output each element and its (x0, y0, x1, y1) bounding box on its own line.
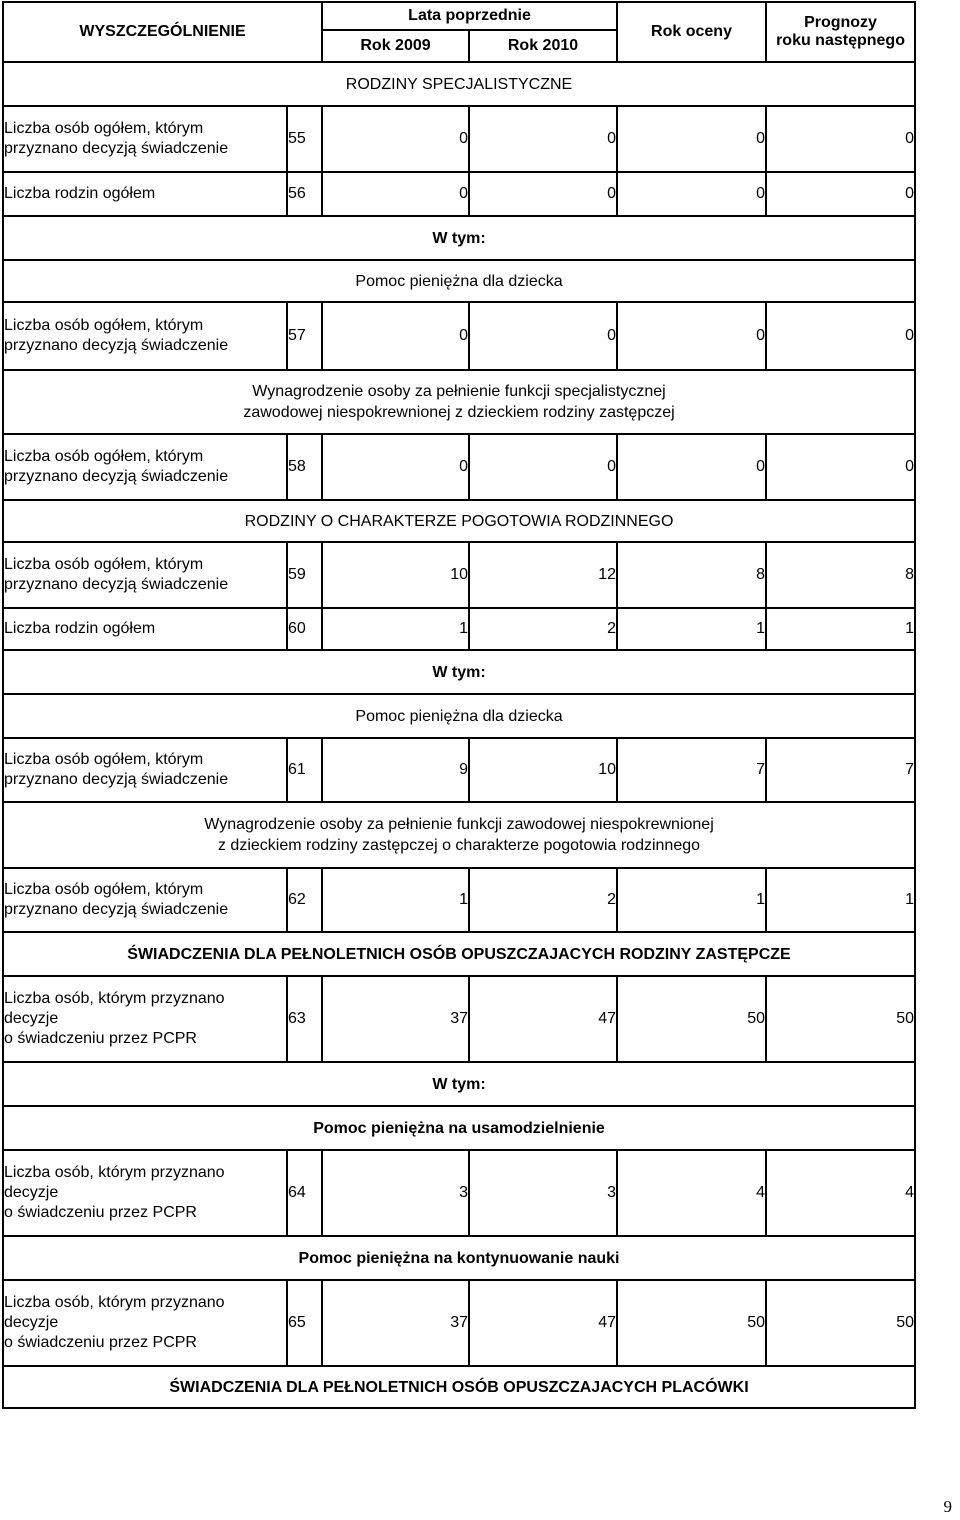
section-title: ŚWIADCZENIA DLA PEŁNOLETNICH OSÓB OPUSZCZAJACYCH PLACÓWKI (3, 1366, 915, 1408)
value-2009: 1 (322, 868, 469, 932)
header-year-2010: Rok 2010 (469, 30, 617, 62)
table-row (3, 976, 915, 1062)
value-2010: 2 (469, 868, 617, 932)
value-forecast: 4 (766, 1150, 915, 1236)
row-number: 65 (287, 1280, 322, 1366)
value-forecast: 0 (766, 302, 915, 370)
w-tym-label: W tym: (3, 1062, 915, 1106)
value-2010: 12 (469, 542, 617, 608)
w-tym-label: W tym: (3, 650, 915, 694)
value-forecast: 50 (766, 976, 915, 1062)
row-description: Liczba osób ogółem, którym przyznano decyzją świadczenie (3, 542, 287, 608)
section-title: ŚWIADCZENIA DLA PEŁNOLETNICH OSÓB OPUSZCZAJACYCH RODZINY ZASTĘPCZE (3, 932, 915, 976)
header-forecast (766, 2, 915, 62)
value-forecast: 0 (766, 106, 915, 172)
row-description: Liczba osób, którym przyznano decyzje o świadczeniu przez PCPR (3, 1280, 287, 1366)
row-description: Liczba osób, którym przyznano decyzje o świadczeniu przez PCPR (3, 976, 287, 1062)
subsection-title: Pomoc pieniężna na usamodzielnienie (3, 1106, 915, 1150)
value-forecast: 8 (766, 542, 915, 608)
header-year-2009: Rok 2009 (322, 30, 469, 62)
value-2010: 0 (469, 434, 617, 500)
value-2010: 47 (469, 976, 617, 1062)
section-title: RODZINY SPECJALISTYCZNE (3, 62, 915, 106)
value-2009: 1 (322, 608, 469, 650)
header-forecast-line1: Prognozy (804, 14, 877, 31)
header-evaluation-year: Rok oceny (617, 2, 766, 62)
value-2009: 0 (322, 106, 469, 172)
row-description: Liczba rodzin ogółem (3, 172, 287, 216)
row-description: Liczba osób ogółem, którym przyznano decyzją świadczenie (3, 738, 287, 802)
row-number: 59 (287, 542, 322, 608)
table-row (3, 302, 915, 370)
value-forecast: 7 (766, 738, 915, 802)
table-row (3, 1280, 915, 1366)
value-evaluation: 7 (617, 738, 766, 802)
value-2009: 9 (322, 738, 469, 802)
row-number: 57 (287, 302, 322, 370)
header-description: WYSZCZEGÓLNIENIE (3, 2, 322, 62)
row-description: Liczba osób ogółem, którym przyznano decyzją świadczenie (3, 106, 287, 172)
row-number: 56 (287, 172, 322, 216)
subsection-title: Pomoc pieniężna na kontynuowanie nauki (3, 1236, 915, 1280)
value-evaluation: 0 (617, 106, 766, 172)
section-title: RODZINY O CHARAKTERZE POGOTOWIA RODZINNEGO (3, 500, 915, 542)
value-forecast: 50 (766, 1280, 915, 1366)
header-forecast-line2: roku następnego (776, 32, 905, 49)
table-row (3, 106, 915, 172)
row-description: Liczba osób ogółem, którym przyznano decyzją świadczenie (3, 434, 287, 500)
value-2009: 0 (322, 302, 469, 370)
row-number: 55 (287, 106, 322, 172)
row-description: Liczba osób ogółem, którym przyznano decyzją świadczenie (3, 868, 287, 932)
value-2010: 3 (469, 1150, 617, 1236)
row-number: 61 (287, 738, 322, 802)
row-description: Liczba rodzin ogółem (3, 608, 287, 650)
value-forecast: 0 (766, 434, 915, 500)
value-2009: 0 (322, 434, 469, 500)
data-table (2, 1, 916, 1409)
value-2010: 2 (469, 608, 617, 650)
row-description: Liczba osób, którym przyznano decyzje o świadczeniu przez PCPR (3, 1150, 287, 1236)
row-description: Liczba osób ogółem, którym przyznano decyzją świadczenie (3, 302, 287, 370)
table-row (3, 542, 915, 608)
value-2010: 47 (469, 1280, 617, 1366)
value-forecast: 0 (766, 172, 915, 216)
value-2010: 0 (469, 106, 617, 172)
table-row (3, 608, 915, 650)
table-row (3, 434, 915, 500)
subsection-title: Wynagrodzenie osoby za pełnienie funkcji zawodowej niespokrewnionej z dzieckiem rodziny zastępczej o charakterze pogotowia rodzinnego (3, 802, 915, 868)
value-evaluation: 0 (617, 434, 766, 500)
value-2010: 0 (469, 302, 617, 370)
value-2009: 37 (322, 1280, 469, 1366)
value-evaluation: 50 (617, 976, 766, 1062)
row-number: 58 (287, 434, 322, 500)
value-evaluation: 0 (617, 172, 766, 216)
subsection-title: Wynagrodzenie osoby za pełnienie funkcji specjalistycznej zawodowej niespokrewnionej z dzieckiem rodziny zastępczej (3, 370, 915, 434)
table-row (3, 172, 915, 216)
table-row (3, 738, 915, 802)
row-number: 64 (287, 1150, 322, 1236)
row-number: 60 (287, 608, 322, 650)
table-row (3, 868, 915, 932)
header-previous-years: Lata poprzednie (322, 2, 617, 30)
value-2010: 10 (469, 738, 617, 802)
value-evaluation: 0 (617, 302, 766, 370)
value-2010: 0 (469, 172, 617, 216)
subsection-title: Pomoc pieniężna dla dziecka (3, 694, 915, 738)
subsection-title: Pomoc pieniężna dla dziecka (3, 260, 915, 302)
row-number: 63 (287, 976, 322, 1062)
row-number: 62 (287, 868, 322, 932)
value-evaluation: 4 (617, 1150, 766, 1236)
value-evaluation: 50 (617, 1280, 766, 1366)
value-evaluation: 1 (617, 868, 766, 932)
value-2009: 37 (322, 976, 469, 1062)
value-2009: 10 (322, 542, 469, 608)
value-2009: 3 (322, 1150, 469, 1236)
value-evaluation: 1 (617, 608, 766, 650)
value-evaluation: 8 (617, 542, 766, 608)
value-forecast: 1 (766, 868, 915, 932)
value-forecast: 1 (766, 608, 915, 650)
table-row (3, 1150, 915, 1236)
w-tym-label: W tym: (3, 216, 915, 260)
page-number: 9 (943, 1497, 952, 1516)
value-2009: 0 (322, 172, 469, 216)
